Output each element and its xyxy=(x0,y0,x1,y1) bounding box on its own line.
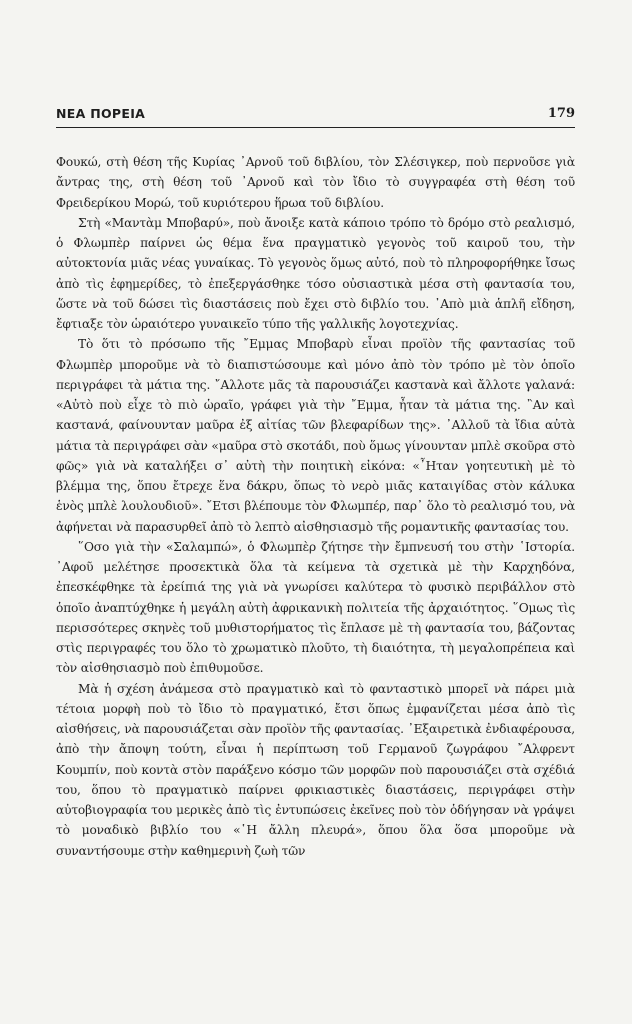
running-title: ΝΕΑ ΠΟΡΕΙΑ xyxy=(56,106,146,121)
paragraph: Στὴ «Μαντὰμ Μποβαρύ», ποὺ ἄνοιξε κατὰ κάποιο τρόπο τὸ δρόμο στὸ ρεαλισμό, ὁ Φλωμπὲρ παίρνει ὡς θέμα ἕνα πραγματικὸ γεγονὸς τοῦ καιροῦ του, τὴν αὐτοκτονία μιᾶς νέας γυναίκας. Τὸ γεγονὸς ὅμως αὐτό, ποὺ τὸ πληροφορήθηκε ἴσως ἀπὸ τὶς ἐφημερίδες, τὸ ἐπεξεργάσθηκε τόσο οὐσιαστικὰ μέσα στὴ φαντασία του, ὥστε νὰ τοῦ δώσει τὶς διαστάσεις ποὺ ἔχει στὸ διβλίο του. ᾿Απὸ μιὰ ἁπλῆ εἴδηση, ἔφτιαξε τὸν ὡραιότερο γυναικεῖο τύπο τῆς γαλλικῆς λογοτεχνίας. xyxy=(56,215,575,331)
paragraph: ῞Οσο γιὰ τὴν «Σαλαμπώ», ὁ Φλωμπὲρ ζήτησε τὴν ἔμπνευσή του στὴν ῾Ιστορία. ᾿Αφοῦ μελέτησε προσεκτικὰ ὅλα τὰ κείμενα τὰ σχετικὰ μὲ τὴν Καρχηδόνα, ἐπεσκέφθηκε τὰ ἐρείπιά της γιὰ νὰ γνωρίσει καλύτερα τὸ φυσικὸ περιβάλλον στὸ ὁποῖο ἀναπτύχθηκε ἡ μεγάλη αὐτὴ ἀφρικανικὴ πολιτεία τῆς ἀρχαιότητος. ῞Ομως τὶς περισσότερες σκηνὲς τοῦ μυθιστορήματος τὶς ἔπλασε μὲ τὴ φαντασία του, βάζοντας στὶς περιγραφές του ὅλο τὸ χρωματικὸ πλοῦτο, τὴ διαιότητα, τὴ μεγαλοπρέπεια καὶ τὸν αἰσθησιασμὸ ποὺ ἐπιθυμοῦσε. xyxy=(56,539,575,676)
header-rule xyxy=(56,127,575,128)
paragraph: Φουκώ, στὴ θέση τῆς Κυρίας ᾿Αρνοῦ τοῦ διβλίου, τὸν Σλέσιγκερ, ποὺ περνοῦσε γιὰ ἄντρας της, στὴ θέση τοῦ ᾿Αρνοῦ καὶ τὸν ἴδιο τὸ συγγραφέα στὴ θέση τοῦ Φρειδερίκου Μορώ, τοῦ κυριότερου ἥρωα τοῦ διβλίου. xyxy=(56,155,575,210)
paragraph: Τὸ ὅτι τὸ πρόσωπο τῆς ῎Εμμας Μποβαρὺ εἶναι προϊὸν τῆς φαντασίας τοῦ Φλωμπὲρ μποροῦμε νὰ τὸ διαπιστώσουμε καὶ μόνο ἀπὸ τὸν τρόπο μὲ τὸν ὁποῖο περιγράφει τὰ μάτια της. ῎Αλλοτε μᾶς τὰ παρουσιάζει καστανὰ καὶ ἄλλοτε γαλανά: «Αὐτὸ ποὺ εἶχε τὸ πιὸ ὡραῖο, γράφει γιὰ τὴν ῎Εμμα, ἦταν τὰ μάτια της. ῍Αν καὶ καστανά, φαίνουνταν μαῦρα ἐξ αἰτίας τῶν βλεφαρίδων της». ᾿Αλλοῦ τὰ ἴδια αὐτὰ μάτια τὰ περιγράφει σὰν «μαῦρα στὸ σκοτάδι, ποὺ ὅμως γίνουνταν μπλὲ σκοῦρα στὸ φῶς» γιὰ νὰ καταλήξει σ᾿ αὐτὴ τὴν ποιητικὴ εἰκόνα: «῏Ηταν γοητευτικὴ μὲ τὸ βλέμμα της, ὅπου ἔτρεχε ἕνα δάκρυ, ὅπως τὸ νερὸ μιᾶς καταιγίδας στὸν κάλυκα ἑνὸς μπλὲ λουλουδιοῦ». ῎Ετσι βλέπουμε τὸν Φλωμπέρ, παρ᾿ ὅλο τὸ ρεαλισμό του, νὰ ἀφήνεται νὰ παρασυρθεῖ ἀπὸ τὸ λεπτὸ αἰσθησιασμὸ τῆς ρομαντικῆς φαντασίας του. xyxy=(56,337,575,534)
paragraph: Μὰ ἡ σχέση ἀνάμεσα στὸ πραγματικὸ καὶ τὸ φανταστικὸ μπορεῖ νὰ πάρει μιὰ τέτοια μορφὴ ποὺ τὸ ἴδιο τὸ πραγματικό, ἔτσι ὅπως ἐμφανίζεται μέσα ἀπὸ τὶς αἰσθήσεις, νὰ παρουσιάζεται σὰν προϊὸν τῆς φαντασίας. ᾿Εξαιρετικὰ ἐνδιαφέρουσα, ἀπὸ τὴν ἄποψη τούτη, εἶναι ἡ περίπτωση τοῦ Γερμανοῦ ζωγράφου ῎Αλφρεντ Κουμπίν, ποὺ κοντὰ στὸν παράξενο κόσμο τῶν μορφῶν ποὺ παρουσιάζει στὰ σχέδιά του, ὅπου τὸ πραγματικὸ παίρνει φρικιαστικὲς διαστάσεις, περιγράφει στὴν αὐτοβιογραφία του μερικὲς ἀπὸ τὶς ἐντυπώσεις ἐκεῖνες ποὺ τὸν ὁδήγησαν νὰ γράψει τὸ μοναδικὸ βιβλίο του «῾Η ἄλλη πλευρά», ὅπου ὅλα ὅσα μποροῦμε νὰ συναντήσουμε στὴν καθημερινὴ ζωὴ τῶν xyxy=(56,681,575,858)
running-header xyxy=(56,106,575,124)
page-number: 179 xyxy=(547,106,575,121)
body-text xyxy=(56,152,575,861)
